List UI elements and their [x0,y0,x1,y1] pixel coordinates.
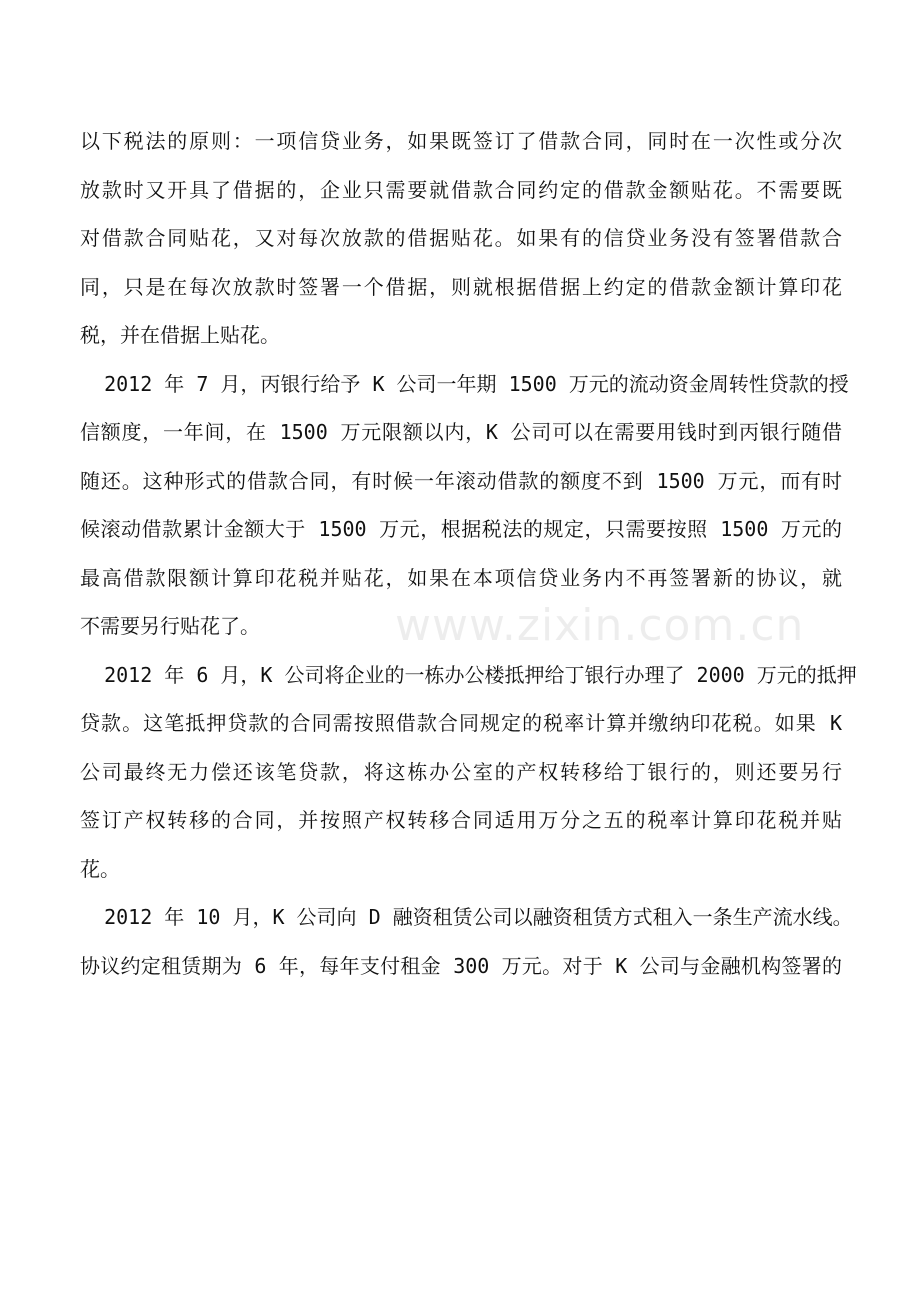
text-line: 2012 年 6 月，K 公司将企业的一栋办公楼抵押给丁银行办理了 2000 万元的抵押 [80,662,857,687]
text-line: 放款时又开具了借据的，企业只需要就借款合同约定的借款金额贴花。不需要既 [80,177,842,202]
text-line: 贷款。这笔抵押贷款的合同需按照借款合同规定的税率计算并缴纳印花税。如果 K [80,711,842,735]
text-line: 2012 年 10 月，K 公司向 D 融资租赁公司以融资租赁方式租入一条生产流水线。 [80,905,853,929]
text-line: 候滚动借款累计金额大于 1500 万元，根据税法的规定，只需要按照 1500 万元的 [80,517,842,541]
text-line: 信额度，一年间，在 1500 万元限额以内，K 公司可以在需要用钱时到丙银行随借 [80,420,842,444]
text-line: 2012 年 7 月，丙银行给予 K 公司一年期 1500 万元的流动资金周转性贷款的授 [80,371,849,396]
text-line: 以下税法的原则：一项信贷业务，如果既签订了借款合同，同时在一次性或分次 [80,129,842,153]
text-line: 公司最终无力偿还该笔贷款，将这栋办公室的产权转移给丁银行的，则还要另行 [80,759,842,784]
text-line: 签订产权转移的合同，并按照产权转移合同适用万分之五的税率计算印花税并贴 [80,808,842,832]
text-line: 税，并在借据上贴花。 [80,323,280,347]
text-line: 花。 [80,856,120,881]
text-line: 对借款合同贴花，又对每次放款的借据贴花。如果有的信贷业务没有签署借款合 [80,226,842,250]
text-line: 不需要另行贴花了。 [80,614,260,638]
document-body [80,117,857,990]
text-line: 最高借款限额计算印花税并贴花，如果在本项信贷业务内不再签署新的协议，就 [80,565,842,590]
watermark: www.zixin.com.cn [395,600,805,651]
text-line: 随还。这种形式的借款合同，有时候一年滚动借款的额度不到 1500 万元，而有时 [80,468,842,493]
text-line: 同，只是在每次放款时签署一个借据，则就根据借据上约定的借款金额计算印花 [80,274,842,299]
text-line: 协议约定租赁期为 6 年，每年支付租金 300 万元。对于 K 公司与金融机构签署的 [80,953,842,978]
